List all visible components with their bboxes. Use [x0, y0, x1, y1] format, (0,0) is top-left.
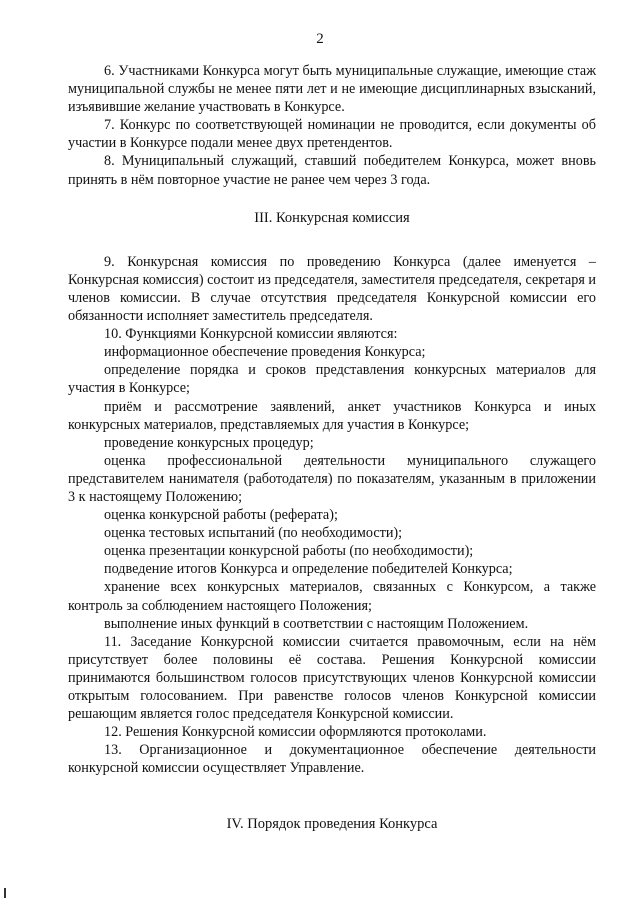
- function-item: проведение конкурсных процедур;: [104, 434, 314, 451]
- paragraph-9: 9. Конкурсная комиссия по проведению Конкурса (далее именуется – Конкурсная комиссия) состоит из председателя, заместителя председателя, секретаря и членов комиссии. В случае отсутствия председателя Конкурсной комиссии его обязанности исполняет заместитель председателя.: [68, 253, 596, 325]
- function-item: подведение итогов Конкурса и определение победителей Конкурса;: [104, 561, 513, 578]
- section-3-heading: III. Конкурсная комиссия: [254, 209, 410, 226]
- paragraph-12: 12. Решения Конкурсной комиссии оформляются протоколами.: [104, 724, 487, 741]
- function-item: выполнение иных функций в соответствии с настоящим Положением.: [104, 615, 529, 632]
- scan-edge-mark: [4, 888, 6, 898]
- paragraph-10: 10. Функциями Конкурсной комиссии являются:: [104, 326, 398, 343]
- paragraph-7: 7. Конкурс по соответствующей номинации не проводится, если документы об участии в Конкурсе подали менее двух претендентов.: [68, 117, 596, 152]
- function-item: оценка презентации конкурсной работы (по необходимости);: [104, 543, 474, 560]
- function-item: хранение всех конкурсных материалов, связанных с Конкурсом, а также контроль за соблюдением настоящего Положения;: [68, 579, 596, 614]
- paragraph-13: 13. Организационное и документационное обеспечение деятельности конкурсной комиссии осуществляет Управление.: [68, 742, 596, 777]
- function-item: оценка профессиональной деятельности муниципального служащего представителем нанимателя (работодателя) по показателям, указанным в приложении 3 к настоящему Положению;: [68, 452, 596, 505]
- function-item: оценка тестовых испытаний (по необходимости);: [104, 525, 403, 542]
- section-4-heading: IV. Порядок проведения Конкурса: [226, 816, 438, 833]
- document-body: [68, 62, 596, 834]
- function-item: определение порядка и сроков представления конкурсных материалов для участия в Конкурсе;: [68, 362, 596, 397]
- function-item: информационное обеспечение проведения Конкурса;: [104, 344, 426, 361]
- paragraph-6: 6. Участниками Конкурса могут быть муниципальные служащие, имеющие стаж муниципальной службы не менее пяти лет и не имеющие дисциплинарных взысканий, изъявившие желание участвовать в Конкурсе.: [68, 63, 596, 116]
- paragraph-8: 8. Муниципальный служащий, ставший победителем Конкурса, может вновь принять в нём повторное участие не ранее чем через 3 года.: [68, 153, 596, 188]
- page-number: 2: [316, 31, 324, 47]
- paragraph-11: 11. Заседание Конкурсной комиссии считается правомочным, если на нём присутствует более половины её состава. Решения Конкурсной комиссии принимаются большинством голосов присутствующих членов Конкурсной комиссии открытым голосованием. При равенстве голосов членов Конкурсной комиссии решающим является голос председателя Конкурсной комиссии.: [68, 633, 596, 723]
- function-item: оценка конкурсной работы (реферата);: [104, 507, 338, 524]
- function-item: приём и рассмотрение заявлений, анкет участников Конкурса и иных конкурсных материалов, представляемых для участия в Конкурсе;: [68, 398, 596, 433]
